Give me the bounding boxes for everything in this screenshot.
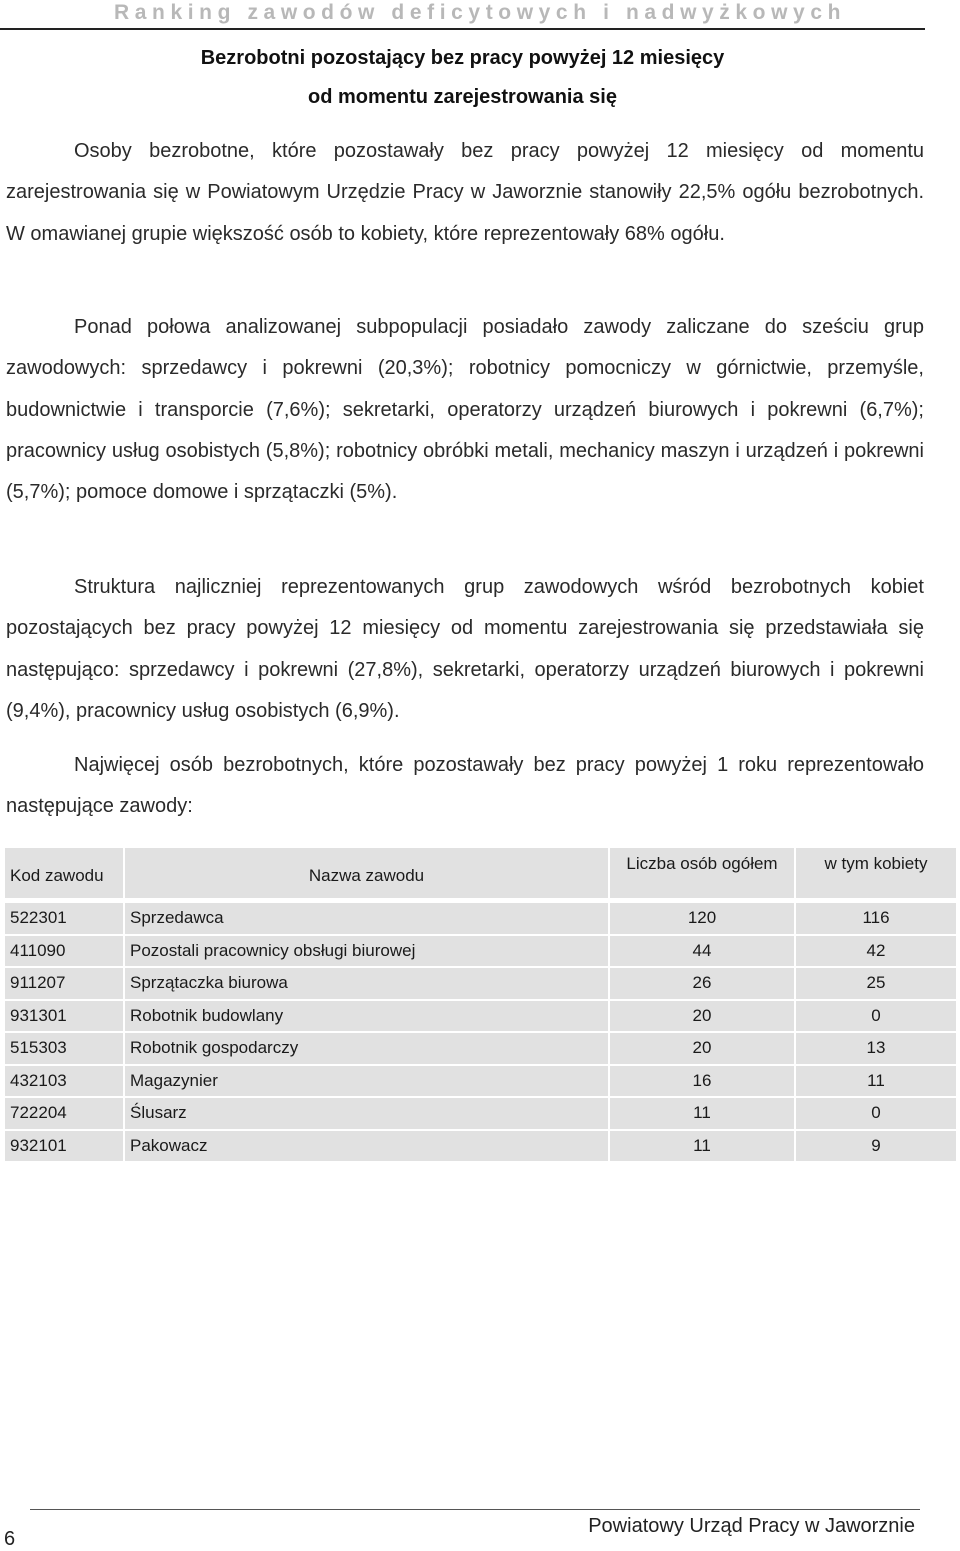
cell-code: 522301 bbox=[5, 903, 123, 934]
cell-name: Sprzątaczka biurowa bbox=[125, 968, 608, 999]
cell-count: 20 bbox=[610, 1033, 794, 1064]
cell-count: 11 bbox=[610, 1098, 794, 1129]
paragraph-text: Struktura najliczniej reprezentowanych grup zawodowych wśród bezrobotnych kobiet pozostających bez pracy powyżej 12 miesięcy od momentu zarejestrowania się przedstawiała się następująco: sprzedawcy i pokrewni (27,8%), sekretarki, operatorzy urządzeń biurowych i pokrewni (9,4%), pracownicy usług osobistych (6,9%). bbox=[6, 576, 924, 722]
cell-code: 432103 bbox=[5, 1066, 123, 1097]
cell-code: 515303 bbox=[5, 1033, 123, 1064]
paragraph-women-structure bbox=[6, 567, 924, 732]
cell-women: 0 bbox=[796, 1098, 956, 1129]
cell-code: 722204 bbox=[5, 1098, 123, 1129]
footer-divider bbox=[30, 1509, 920, 1510]
table-row bbox=[5, 1098, 956, 1129]
cell-count: 16 bbox=[610, 1066, 794, 1097]
cell-name: Ślusarz bbox=[125, 1098, 608, 1129]
cell-count: 20 bbox=[610, 1001, 794, 1032]
column-header-code: Kod zawodu bbox=[5, 848, 123, 898]
paragraph-long-term-share bbox=[6, 131, 924, 255]
running-header: Ranking zawodów deficytowych i nadwyżkowych bbox=[113, 1, 847, 24]
table-row bbox=[5, 1033, 956, 1064]
table-separator bbox=[5, 900, 956, 901]
table-header-row bbox=[5, 848, 956, 898]
cell-count: 26 bbox=[610, 968, 794, 999]
cell-name: Robotnik budowlany bbox=[125, 1001, 608, 1032]
cell-name: Pakowacz bbox=[125, 1131, 608, 1162]
section-title-line-1: Bezrobotni pozostający bez pracy powyżej 12 miesięcy bbox=[200, 47, 725, 69]
footer-organization: Powiatowy Urząd Pracy w Jaworznie bbox=[588, 1515, 915, 1537]
column-header-count: Liczba osób ogółem bbox=[610, 848, 794, 898]
cell-name: Sprzedawca bbox=[125, 903, 608, 934]
section-title-line-2: od momentu zarejestrowania się bbox=[308, 86, 617, 108]
cell-name: Pozostali pracownicy obsługi biurowej bbox=[125, 936, 608, 967]
cell-name: Robotnik gospodarczy bbox=[125, 1033, 608, 1064]
cell-code: 911207 bbox=[5, 968, 123, 999]
table-row bbox=[5, 903, 956, 934]
paragraph-text: Ponad połowa analizowanej subpopulacji posiadało zawody zaliczane do sześciu grup zawodowych: sprzedawcy i pokrewni (20,3%); robotnicy pomocniczy w górnictwie, przemyśle, budownictwie i transporcie (7,6%); sekretarki, operatorzy urządzeń biurowych i pokrewni (6,7%); pracownicy usług osobistych (5,8%); robotnicy obróbki metali, mechanicy maszyn i urządzeń i pokrewni (5,7%); pomoce domowe i sprzątaczki (5%). bbox=[6, 316, 924, 504]
paragraph-occupation-groups bbox=[6, 307, 924, 513]
column-header-name: Nazwa zawodu bbox=[125, 848, 608, 898]
cell-code: 411090 bbox=[5, 936, 123, 967]
cell-women: 116 bbox=[796, 903, 956, 934]
cell-women: 0 bbox=[796, 1001, 956, 1032]
cell-name: Magazynier bbox=[125, 1066, 608, 1097]
cell-code: 932101 bbox=[5, 1131, 123, 1162]
cell-women: 11 bbox=[796, 1066, 956, 1097]
table-row bbox=[5, 1001, 956, 1032]
paragraph-text: Osoby bezrobotne, które pozostawały bez pracy powyżej 12 miesięcy od momentu zarejestrowania się w Powiatowym Urzędzie Pracy w Jaworznie stanowiły 22,5% ogółu bezrobotnych. W omawianej grupie większość osób to kobiety, które reprezentowały 68% ogółu. bbox=[6, 140, 924, 245]
page-number: 6 bbox=[4, 1528, 16, 1550]
cell-women: 13 bbox=[796, 1033, 956, 1064]
column-header-women: w tym kobiety bbox=[796, 848, 956, 898]
paragraph-text: Najwięcej osób bezrobotnych, które pozostawały bez pracy powyżej 1 roku reprezentowało następujące zawody: bbox=[6, 754, 924, 818]
occupations-table bbox=[3, 846, 958, 1163]
cell-count: 120 bbox=[610, 903, 794, 934]
cell-women: 25 bbox=[796, 968, 956, 999]
cell-women: 42 bbox=[796, 936, 956, 967]
table-row bbox=[5, 1066, 956, 1097]
cell-count: 44 bbox=[610, 936, 794, 967]
table-row bbox=[5, 1131, 956, 1162]
table-row bbox=[5, 936, 956, 967]
paragraph-table-intro bbox=[6, 745, 924, 828]
header-divider bbox=[0, 28, 925, 30]
cell-women: 9 bbox=[796, 1131, 956, 1162]
cell-count: 11 bbox=[610, 1131, 794, 1162]
table-row bbox=[5, 968, 956, 999]
cell-code: 931301 bbox=[5, 1001, 123, 1032]
